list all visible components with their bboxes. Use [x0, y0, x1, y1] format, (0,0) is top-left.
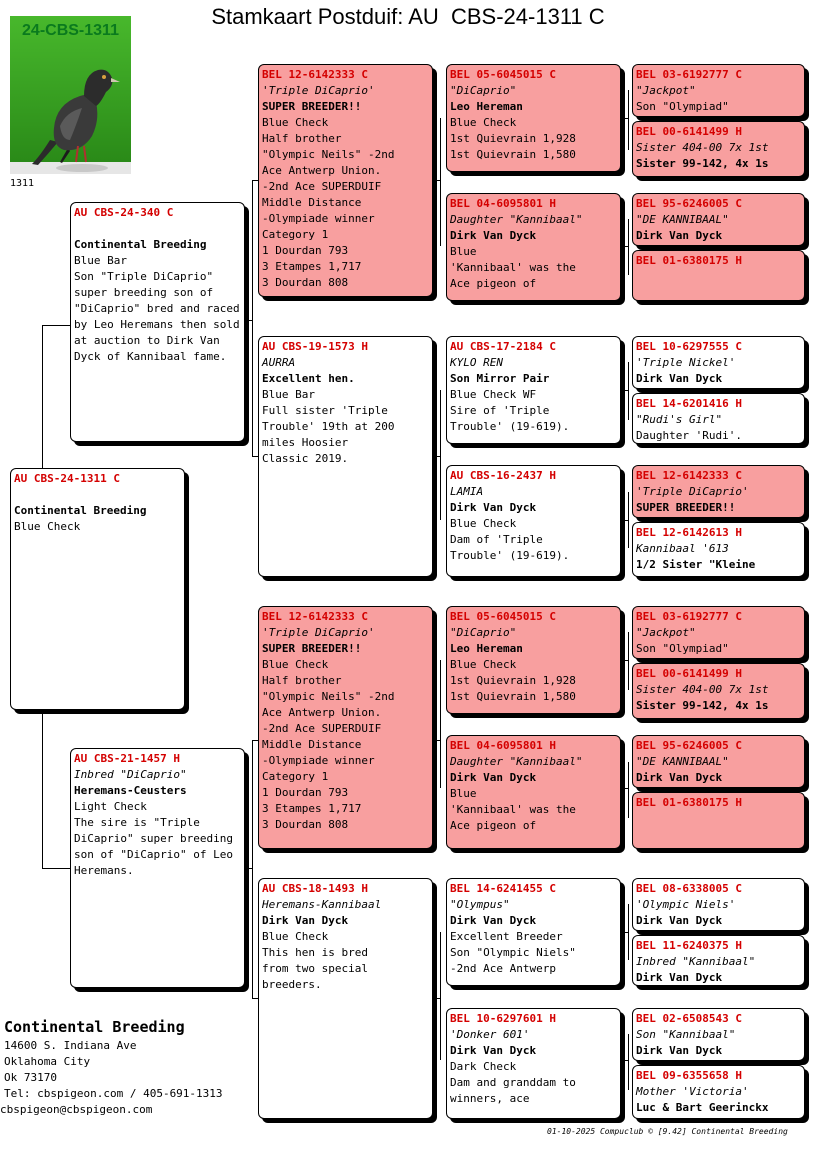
info-line: Trouble' (19-619).	[450, 549, 570, 562]
gen4-card[interactable]	[632, 878, 805, 931]
info-line: 'Kannibaal' was the	[450, 803, 576, 816]
info-line: breeders.	[262, 978, 322, 991]
city-line: Oklahoma City	[4, 1055, 91, 1068]
info-line: Ace Antwerp Union.	[262, 706, 382, 719]
ring-id: BEL 14-6241455 C	[450, 882, 556, 895]
pigeon-name: "DiCaprio"	[450, 626, 517, 639]
owner-line: 1/2 Sister "Kleine	[636, 558, 756, 571]
gen3-card[interactable]	[446, 878, 621, 986]
info-line: Dam of 'Triple	[450, 533, 543, 546]
info-line: Category 1	[262, 770, 329, 783]
info-line: Blue Check	[450, 116, 517, 129]
pigeon-name: 'Triple Nickel'	[636, 356, 736, 369]
owner-line: Dirk Van Dyck	[450, 771, 537, 784]
info-line: 3 Etampes 1,717	[262, 802, 362, 815]
pigeon-name: Mother 'Victoria'	[636, 1085, 749, 1098]
owner-line: Luc & Bart Geerinckx	[636, 1101, 769, 1114]
info-line: 1st Quievrain 1,580	[450, 148, 576, 161]
ring-id: AU CBS-19-1573 H	[262, 340, 368, 353]
info-line: Blue Check	[450, 517, 517, 530]
page-title: Stamkaart Postduif: AU CBS-24-1311 C	[211, 4, 605, 29]
gen4-card[interactable]	[632, 522, 805, 577]
info-line: "Olympic Neils" -2nd	[262, 690, 395, 703]
ring-id: AU CBS-24-1311 C	[14, 472, 120, 485]
pigeon-name: 'Triple DiCaprio'	[636, 485, 749, 498]
info-line: 1 Dourdan 793	[262, 244, 349, 257]
ring-id: BEL 01-6380175 H	[636, 254, 742, 267]
info-line: This hen is bred	[262, 946, 368, 959]
pigeon-name: 'Donker 601'	[450, 1028, 530, 1041]
info-line: 1st Quievrain 1,580	[450, 690, 576, 703]
ring-id: BEL 09-6355658 H	[636, 1069, 742, 1082]
pigeon-name: Sister 404-00 7x 1st	[636, 683, 769, 696]
pigeon-name: "Rudi's Girl"	[636, 413, 723, 426]
ring-id: BEL 12-6142333 C	[636, 469, 742, 482]
ring-id: AU CBS-18-1493 H	[262, 882, 368, 895]
owner-line: Dirk Van Dyck	[450, 1044, 537, 1057]
pigeon-name: Inbred "DiCaprio"	[74, 768, 187, 781]
pigeon-name: Son "Kannibaal"	[636, 1028, 736, 1041]
gen3-card[interactable]	[446, 193, 621, 301]
owner-line: Dirk Van Dyck	[450, 229, 537, 242]
info-line: 'Kannibaal' was the	[450, 261, 576, 274]
owner-line: Leo Hereman	[450, 100, 523, 113]
owner-line: Excellent hen.	[262, 372, 355, 385]
pigeon-name: 'Triple DiCaprio'	[262, 626, 375, 639]
info-line: Half brother	[262, 132, 342, 145]
owner-line: Leo Hereman	[450, 642, 523, 655]
gen4-card[interactable]	[632, 1008, 805, 1061]
info-line: -2nd Ace SUPERDUIF	[262, 722, 382, 735]
ring-id: BEL 95-6246005 C	[636, 739, 742, 752]
gen4-card[interactable]	[632, 1065, 805, 1119]
gen2-card[interactable]	[258, 64, 433, 297]
ring-id: AU CBS-17-2184 C	[450, 340, 556, 353]
gen4-card[interactable]	[632, 250, 805, 301]
info-line: Blue Check	[450, 658, 517, 671]
info-line: Ace Antwerp Union.	[262, 164, 382, 177]
info-line: Ace pigeon of	[450, 277, 537, 290]
info-line: Daughter 'Rudi'.	[636, 429, 742, 442]
info-line: Son "Olympiad"	[636, 100, 729, 113]
owner-line: Dirk Van Dyck	[636, 1044, 723, 1057]
pigeon-name: "Jackpot"	[636, 626, 696, 639]
subject-card[interactable]	[10, 468, 185, 710]
info-line: Ace pigeon of	[450, 819, 537, 832]
owner-line: Dirk Van Dyck	[262, 914, 349, 927]
ring-id: BEL 11-6240375 H	[636, 939, 742, 952]
photo-label: 24-CBS-1311	[22, 22, 119, 39]
ring-id: BEL 05-6045015 C	[450, 610, 556, 623]
info-line: winners, ace	[450, 1092, 530, 1105]
description: Son "Triple DiCaprio" super breeding son of "DiCaprio" bred and raced by Leo Heremans then sold at auction to Dirk Van Dyck of Kannibaal fame.	[74, 270, 240, 363]
info-line: Blue	[450, 787, 477, 800]
dam-card[interactable]	[70, 748, 245, 988]
pigeon-name: 'Triple DiCaprio'	[262, 84, 375, 97]
gen4-card[interactable]	[632, 64, 805, 117]
ring-id: AU CBS-16-2437 H	[450, 469, 556, 482]
gen4-card[interactable]	[632, 935, 805, 986]
blank-line	[74, 221, 241, 237]
sire-card[interactable]	[70, 202, 245, 442]
info-line: Son "Olympic Niels"	[450, 946, 576, 959]
ring-id: BEL 12-6142333 C	[262, 610, 368, 623]
gen3-card[interactable]	[446, 64, 621, 172]
gen2-card[interactable]	[258, 336, 433, 577]
ring-id: BEL 00-6141499 H	[636, 667, 742, 680]
owner-line: Heremans-Ceusters	[74, 784, 187, 797]
info-line: Middle Distance	[262, 738, 362, 751]
info-line: miles Hoosier	[262, 436, 349, 449]
pigeon-name: KYLO REN	[450, 356, 503, 369]
pigeon-name: AURRA	[262, 356, 296, 369]
ring-id: BEL 03-6192777 C	[636, 68, 742, 81]
owner-line: Sister 99-142, 4x 1s	[636, 699, 769, 712]
gen4-card[interactable]	[632, 336, 805, 389]
gen4-card[interactable]	[632, 663, 805, 719]
info-line: -Olympiade winner	[262, 212, 375, 225]
info-line: 1 Dourdan 793	[262, 786, 349, 799]
info-line: -2nd Ace Antwerp	[450, 962, 556, 975]
gen4-card[interactable]	[632, 465, 805, 518]
owner-line: Dirk Van Dyck	[450, 914, 537, 927]
pigeon-name: "Jackpot"	[636, 84, 696, 97]
info-line: 3 Dourdan 808	[262, 276, 349, 289]
color-line: Light Check	[74, 800, 147, 813]
info-line: Blue Check	[262, 658, 329, 671]
ring-id: BEL 12-6142613 H	[636, 526, 742, 539]
info-line: Blue Bar	[262, 388, 315, 401]
info-line: Blue Check WF	[450, 388, 537, 401]
ring-id: AU CBS-21-1457 H	[74, 752, 180, 765]
info-line: Trouble' 19th at 200	[262, 420, 395, 433]
info-line: Excellent Breeder	[450, 930, 563, 943]
pigeon-name: Sister 404-00 7x 1st	[636, 141, 769, 154]
owner-line: SUPER BREEDER!!	[262, 642, 362, 655]
ring-number: 1311	[10, 178, 35, 189]
pigeon-name: Daughter "Kannibaal"	[450, 213, 583, 226]
info-line: 3 Etampes 1,717	[262, 260, 362, 273]
info-line: Dam and granddam to	[450, 1076, 576, 1089]
ring-id: BEL 14-6201416 H	[636, 397, 742, 410]
gen3-card[interactable]	[446, 465, 621, 577]
ring-id: AU CBS-24-340 C	[74, 206, 174, 219]
ring-id: BEL 04-6095801 H	[450, 197, 556, 210]
info-line: 1st Quievrain 1,928	[450, 674, 576, 687]
pigeon-name: "DiCaprio"	[450, 84, 517, 97]
info-line: Trouble' (19-619).	[450, 420, 570, 433]
breeder-info	[0, 1016, 223, 1118]
owner-line: SUPER BREEDER!!	[262, 100, 362, 113]
contact-line: Tel: cbspigeon.com / 405-691-1313	[4, 1087, 223, 1100]
ring-id: BEL 03-6192777 C	[636, 610, 742, 623]
gen4-card[interactable]	[632, 121, 805, 177]
owner-line: Son Mirror Pair	[450, 372, 550, 385]
gen3-card[interactable]	[446, 336, 621, 444]
owner-line: Dirk Van Dyck	[450, 501, 537, 514]
ring-id: BEL 04-6095801 H	[450, 739, 556, 752]
description: The sire is "Triple DiCaprio" super breeding son of "DiCaprio" of Leo Heremans.	[74, 816, 233, 877]
info-line: -Olympiade winner	[262, 754, 375, 767]
ring-id: BEL 01-6380175 H	[636, 796, 742, 809]
blank-line	[14, 487, 181, 503]
info-line: Middle Distance	[262, 196, 362, 209]
ring-id: BEL 95-6246005 C	[636, 197, 742, 210]
pigeon-name: Inbred "Kannibaal"	[636, 955, 756, 968]
owner-line: Dirk Van Dyck	[636, 372, 723, 385]
info-line: Category 1	[262, 228, 329, 241]
pigeon-name: "DE KANNIBAAL"	[636, 755, 729, 768]
info-line: 1st Quievrain 1,928	[450, 132, 576, 145]
info-line: Blue Check	[262, 116, 329, 129]
pigeon-name: Heremans-Kannibaal	[262, 898, 382, 911]
address-line: 14600 S. Indiana Ave	[4, 1039, 137, 1052]
ring-id: BEL 05-6045015 C	[450, 68, 556, 81]
pigeon-name: Daughter "Kannibaal"	[450, 755, 583, 768]
info-line: Blue Check	[262, 930, 329, 943]
state-line: Ok 73170	[4, 1071, 57, 1084]
gen2-card[interactable]	[258, 878, 433, 1119]
info-line: Sire of 'Triple	[450, 404, 550, 417]
info-line: Full sister 'Triple	[262, 404, 388, 417]
info-line: Classic 2019.	[262, 452, 349, 465]
gen4-card[interactable]	[632, 393, 805, 444]
gen2-card[interactable]	[258, 606, 433, 849]
info-line: Half brother	[262, 674, 342, 687]
pigeon-name: Kannibaal '613	[636, 542, 729, 555]
info-line: Blue	[450, 245, 477, 258]
gen4-card[interactable]	[632, 792, 805, 849]
info-line: Dark Check	[450, 1060, 517, 1073]
color-line: Blue Check	[14, 520, 81, 533]
owner-line: SUPER BREEDER!!	[636, 501, 736, 514]
gen3-card[interactable]	[446, 1008, 621, 1119]
email-line: cbspigeon@cbspigeon.com	[0, 1103, 153, 1116]
owner-line: Continental Breeding	[14, 504, 147, 517]
gen3-card[interactable]	[446, 735, 621, 849]
breeder-name: Continental Breeding	[4, 1018, 185, 1036]
pigeon-name: "DE KANNIBAAL"	[636, 213, 729, 226]
gen4-card[interactable]	[632, 606, 805, 659]
gen4-card[interactable]	[632, 193, 805, 246]
ring-id: BEL 00-6141499 H	[636, 125, 742, 138]
ring-id: BEL 02-6508543 C	[636, 1012, 742, 1025]
gen3-card[interactable]	[446, 606, 621, 714]
info-line: Son "Olympiad"	[636, 642, 729, 655]
ring-id: BEL 12-6142333 C	[262, 68, 368, 81]
owner-line: Sister 99-142, 4x 1s	[636, 157, 769, 170]
ring-id: BEL 08-6338005 C	[636, 882, 742, 895]
info-line: "Olympic Neils" -2nd	[262, 148, 395, 161]
owner-line: Dirk Van Dyck	[636, 971, 723, 984]
pigeon-name: "Olympus"	[450, 898, 510, 911]
pigeon-name: LAMIA	[450, 485, 484, 498]
info-line: -2nd Ace SUPERDUIF	[262, 180, 382, 193]
info-line: from two special	[262, 962, 368, 975]
ring-id: BEL 10-6297601 H	[450, 1012, 556, 1025]
color-line: Blue Bar	[74, 254, 127, 267]
owner-line: Dirk Van Dyck	[636, 771, 723, 784]
owner-line: Dirk Van Dyck	[636, 229, 723, 242]
info-line: 3 Dourdan 808	[262, 818, 349, 831]
pigeon-name: 'Olympic Niels'	[636, 898, 736, 911]
gen4-card[interactable]	[632, 735, 805, 788]
ring-id: BEL 10-6297555 C	[636, 340, 742, 353]
footer-credit: 01-10-2025 Compuclub © [9.42] Continental Breeding	[547, 1127, 788, 1136]
owner-line: Continental Breeding	[74, 238, 207, 251]
owner-line: Dirk Van Dyck	[636, 914, 723, 927]
